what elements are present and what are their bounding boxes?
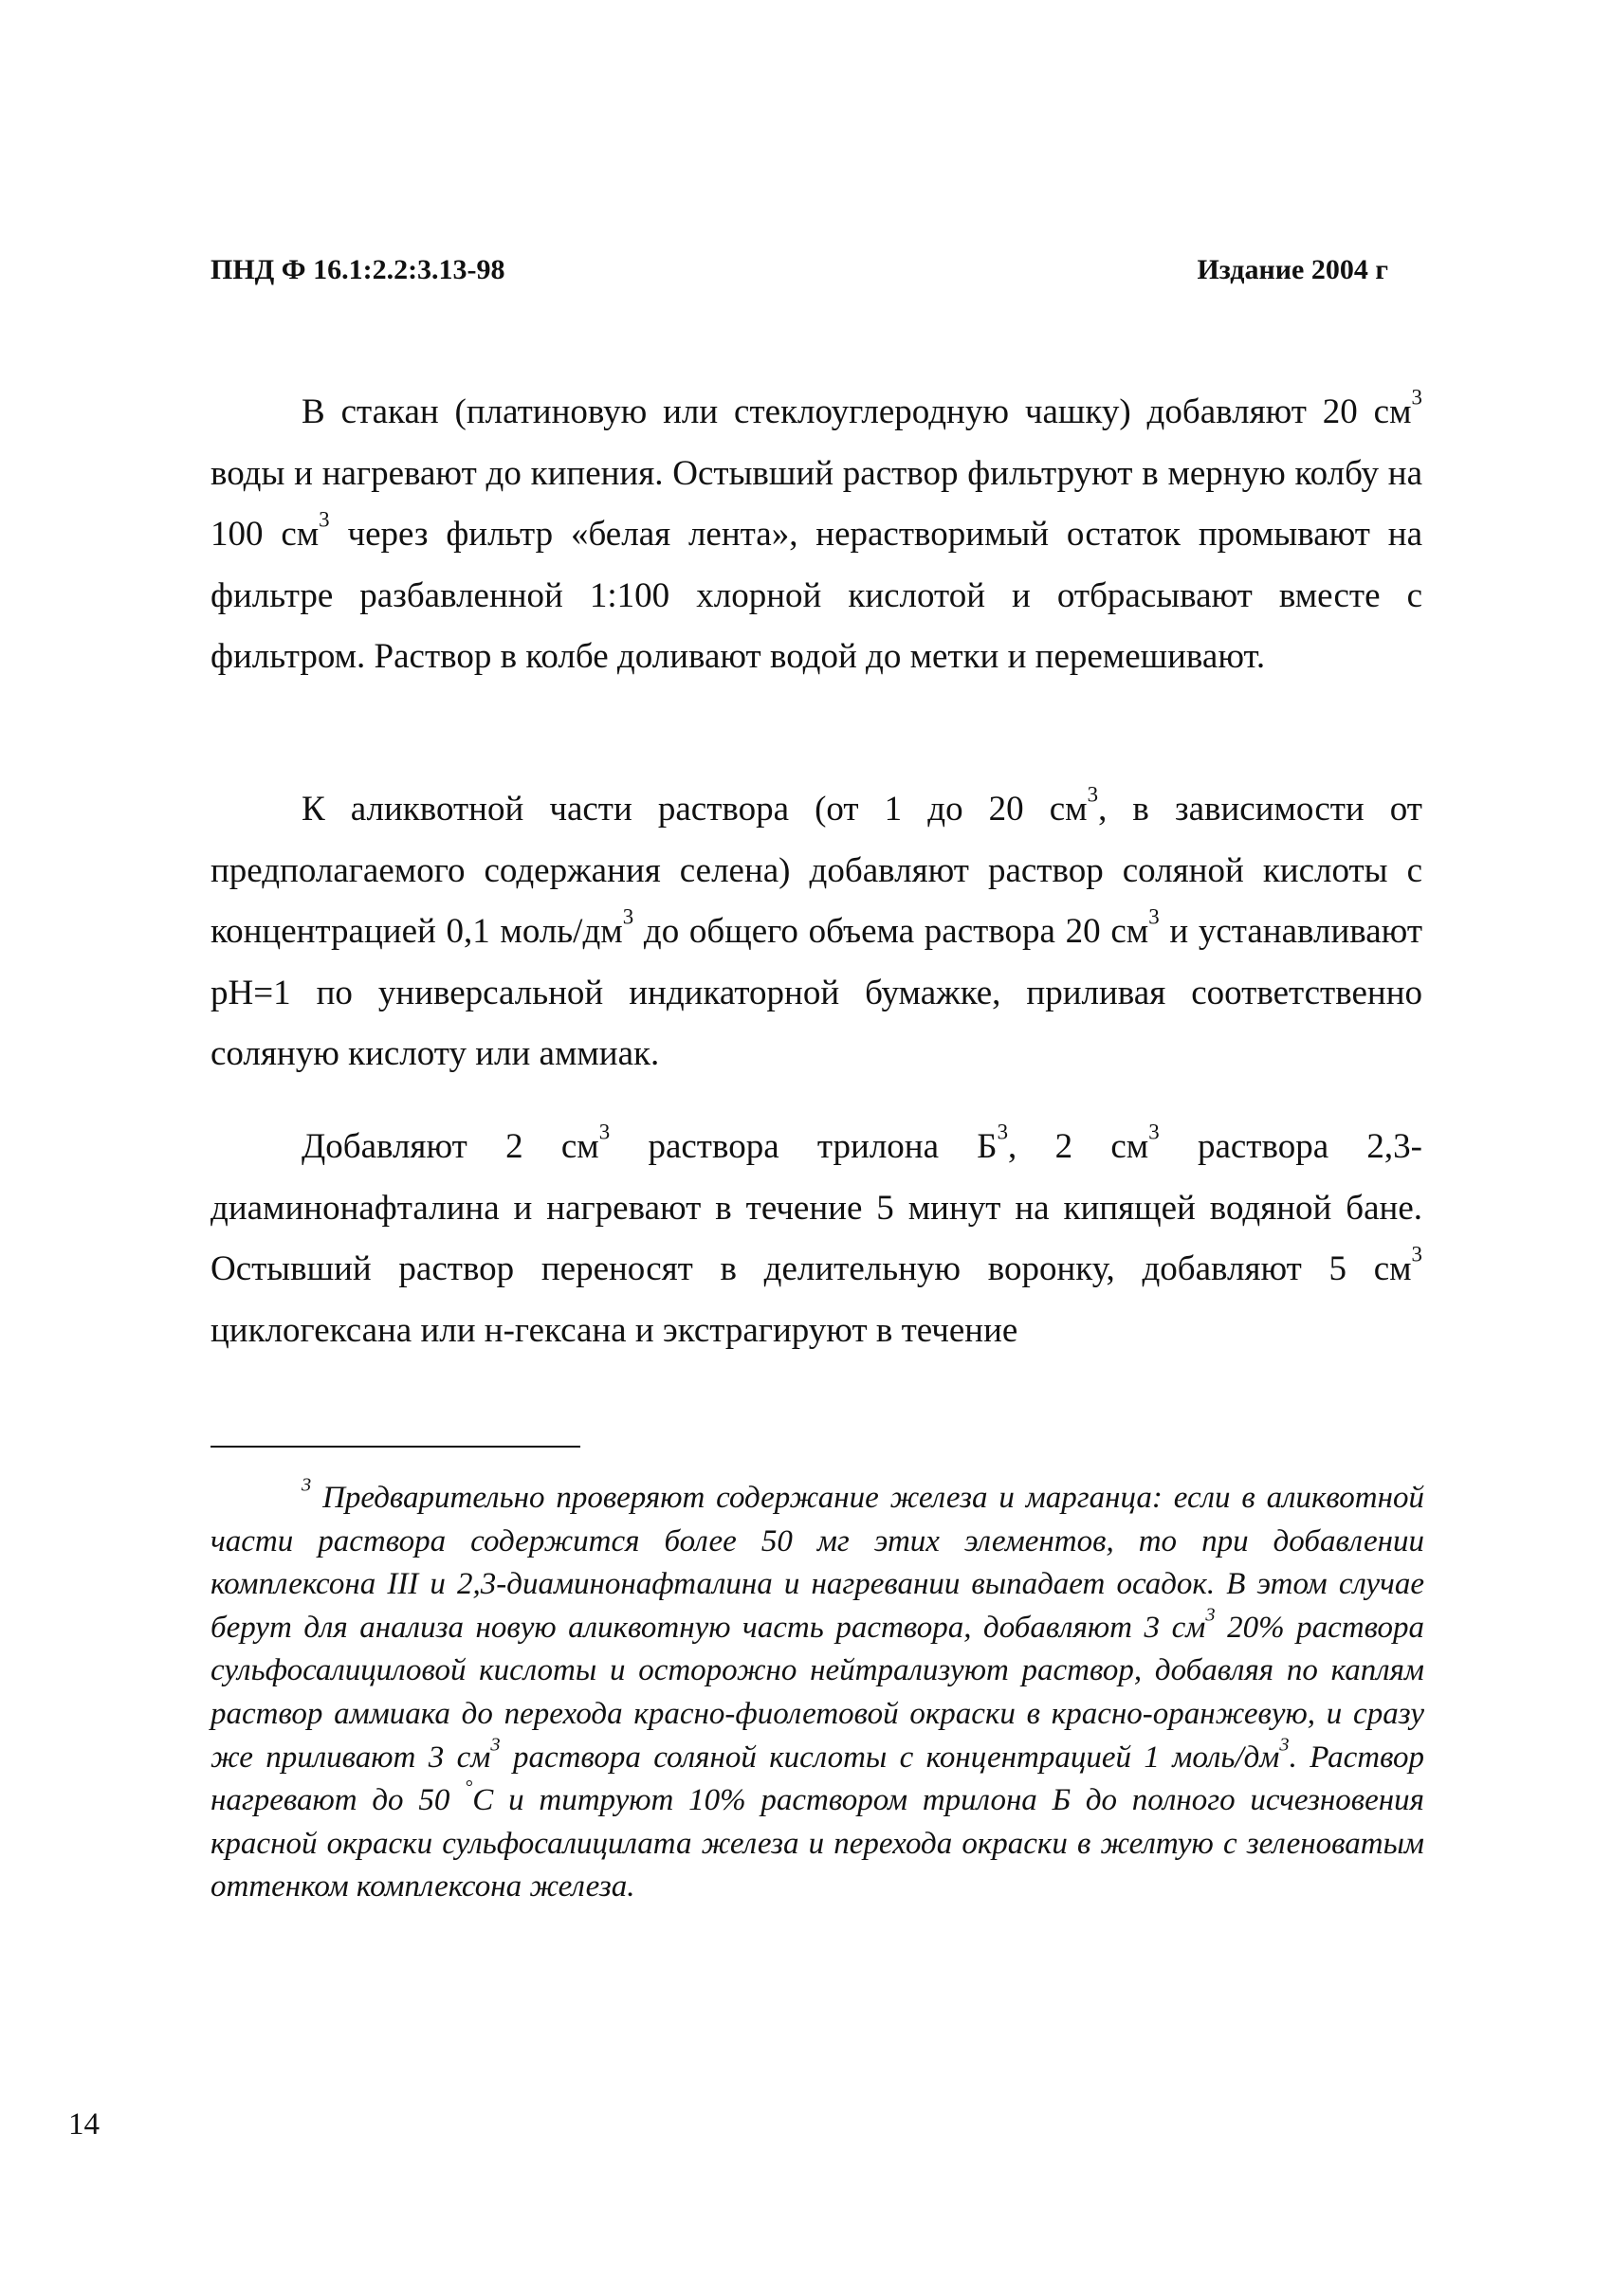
- footnote: [211, 1474, 1425, 1909]
- superscript: 3: [1148, 904, 1160, 929]
- superscript: 3: [319, 507, 330, 532]
- superscript: 3: [622, 904, 634, 929]
- text-run: , 2 см: [1008, 1127, 1149, 1166]
- superscript: 3: [1148, 1120, 1160, 1144]
- text-run: циклогексана или н-гексана и экстрагируют в течение: [211, 1310, 1018, 1350]
- text-run: раствора 2,3-диаминонафталина и нагревают в течение 5 минут на кипящей водяной бане. Остывший раствор переносят в делительную воронку, добавляют 5 см: [211, 1127, 1422, 1288]
- document-code: ПНД Ф 16.1:2.2:3.13-98: [211, 254, 505, 285]
- superscript: 3: [490, 1734, 501, 1756]
- text-run: воды и нагревают до кипения. Остывший раствор фильтруют в мерную колбу на 100 см: [211, 453, 1422, 554]
- footnote-marker: 3: [302, 1474, 312, 1496]
- paragraph-2: [211, 779, 1422, 1085]
- text-run: через фильтр «белая лента», нерастворимый остаток промывают на фильтре разбавленной 1:100 хлорной кислотой и отбрасывают вместе с фильтром. Раствор в колбе доливают водой до метки и перемешивают.: [211, 515, 1422, 676]
- text-run: до общего объема раствора 20 см: [633, 912, 1149, 951]
- text-run: В стакан (платиновую или стеклоуглеродную чашку) добавляют 20 см: [302, 392, 1412, 431]
- footnote-reference: 3: [997, 1120, 1009, 1144]
- text-run: Предварительно проверяют содержание железа и марганца: если в аликвотной части раствора содержится более 50 мг этих элементов, то при добавлении комплексона III и 2,3-диаминонафталина и нагревании выпадает осадок. В этом случае берут для анализа новую аликвотную часть раствора, добавляют 3 см: [211, 1481, 1424, 1645]
- text-run: 20% раствора сульфосалициловой кислоты и осторожно нейтрализуют раствор, добавляя по каплям раствор аммиака до перехода красно-фиолетовой окраски в красно-оранжевую, и сразу же приливают 3 см: [211, 1610, 1425, 1775]
- text-run: раствора трилона Б: [610, 1127, 998, 1166]
- superscript: 3: [1279, 1734, 1290, 1756]
- superscript: 3: [1087, 782, 1099, 807]
- footnote-text: [211, 1474, 1425, 1909]
- paragraph-1-text: [211, 382, 1422, 688]
- page-number: 14: [68, 2107, 100, 2141]
- text-run: и устанавливают pH=1 по универсальной индикаторной бумажке, приливая соответственно соляную кислоту или аммиак.: [211, 912, 1423, 1073]
- footnote-separator: [211, 1446, 580, 1448]
- text-run: К аликвотной части раствора (от 1 до 20 см: [302, 790, 1088, 829]
- superscript: °: [465, 1777, 473, 1798]
- paragraph-2-text: [211, 779, 1422, 1085]
- paragraph-1: [211, 382, 1422, 688]
- text-run: . Раствор нагревают до 50: [211, 1740, 1424, 1818]
- superscript: 3: [1205, 1604, 1216, 1626]
- text-run: раствора соляной кислоты с концентрацией 1 моль/дм: [500, 1740, 1280, 1775]
- superscript: 3: [1411, 1242, 1422, 1266]
- superscript: 3: [1411, 385, 1422, 410]
- paragraph-3-text: [211, 1117, 1422, 1361]
- superscript: 3: [598, 1120, 611, 1144]
- text-run: , в зависимости от предполагаемого содержания селена) добавляют раствор соляной кислоты с концентрацией 0,1 моль/дм: [211, 790, 1422, 951]
- paragraph-3: [211, 1117, 1422, 1361]
- edition-label: Издание 2004 г: [1197, 254, 1388, 285]
- text-run: С и титруют 10% раствором трилона Б до полного исчезновения красной окраски сульфосалицилата железа и перехода окраски в желтую с зеленоватым оттенком комплексона железа.: [211, 1783, 1424, 1904]
- text-run: Добавляют 2 см: [302, 1127, 599, 1166]
